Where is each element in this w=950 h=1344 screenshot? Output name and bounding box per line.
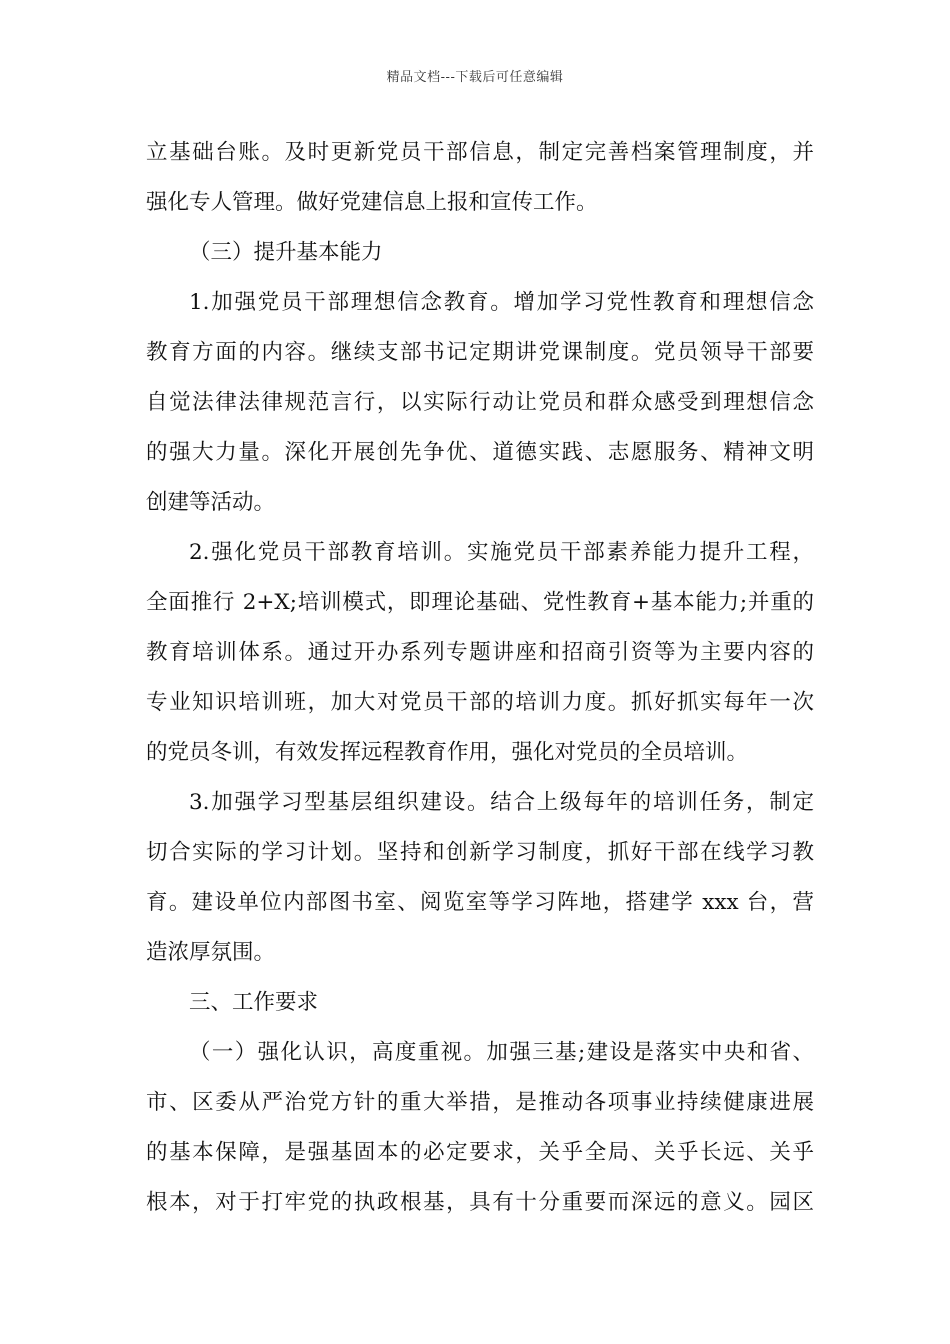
text-line: 专业知识培训班，加大对党员干部的培训力度。抓好抓实每年一次 [146, 690, 814, 715]
text-line: 强化专人管理。做好党建信息上报和宣传工作。 [146, 190, 598, 215]
text-line: 切合实际的学习计划。坚持和创新学习制度，抓好干部在线学习教 [146, 840, 814, 865]
text-line: 育。建设单位内部图书室、阅览室等学习阵地，搭建学 xxx 台，营 [146, 890, 814, 915]
page-header: 精品文档---下载后可任意编辑 [386, 70, 564, 85]
text-line: 3.加强学习型基层组织建设。结合上级每年的培训任务，制定 [189, 790, 814, 815]
text-line: 造浓厚氛围。 [146, 940, 276, 965]
text-line: 的强大力量。深化开展创先争优、道德实践、志愿服务、精神文明 [146, 440, 814, 465]
text-line: 1.加强党员干部理想信念教育。增加学习党性教育和理想信念 [189, 290, 814, 315]
text-line: 教育培训体系。通过开办系列专题讲座和招商引资等为主要内容的 [146, 640, 814, 665]
text-line: 创建等活动。 [146, 490, 276, 515]
text-line: 根本，对于打牢党的执政根基，具有十分重要而深远的意义。园区 [146, 1190, 814, 1215]
text-line: 全面推行 2+X;培训模式，即理论基础、党性教育+基本能力;并重的 [146, 590, 814, 615]
text-line: （一）强化认识，高度重视。加强三基;建设是落实中央和省、 [189, 1040, 814, 1065]
text-line: 市、区委从严治党方针的重大举措，是推动各项事业持续健康进展 [146, 1090, 814, 1115]
text-line: 三、工作要求 [189, 990, 319, 1015]
text-line: 2.强化党员干部教育培训。实施党员干部素养能力提升工程， [189, 540, 814, 565]
text-line: 的党员冬训，有效发挥远程教育作用，强化对党员的全员培训。 [146, 740, 749, 765]
text-line: 立基础台账。及时更新党员干部信息，制定完善档案管理制度，并 [146, 140, 814, 165]
text-line: 教育方面的内容。继续支部书记定期讲党课制度。党员领导干部要 [146, 340, 814, 365]
document-body [146, 128, 814, 1228]
text-line: 自觉法律法律规范言行，以实际行动让党员和群众感受到理想信念 [146, 390, 814, 415]
text-line: 的基本保障，是强基固本的必定要求，关乎全局、关乎长远、关乎 [146, 1140, 814, 1165]
text-line: （三）提升基本能力 [189, 240, 383, 265]
